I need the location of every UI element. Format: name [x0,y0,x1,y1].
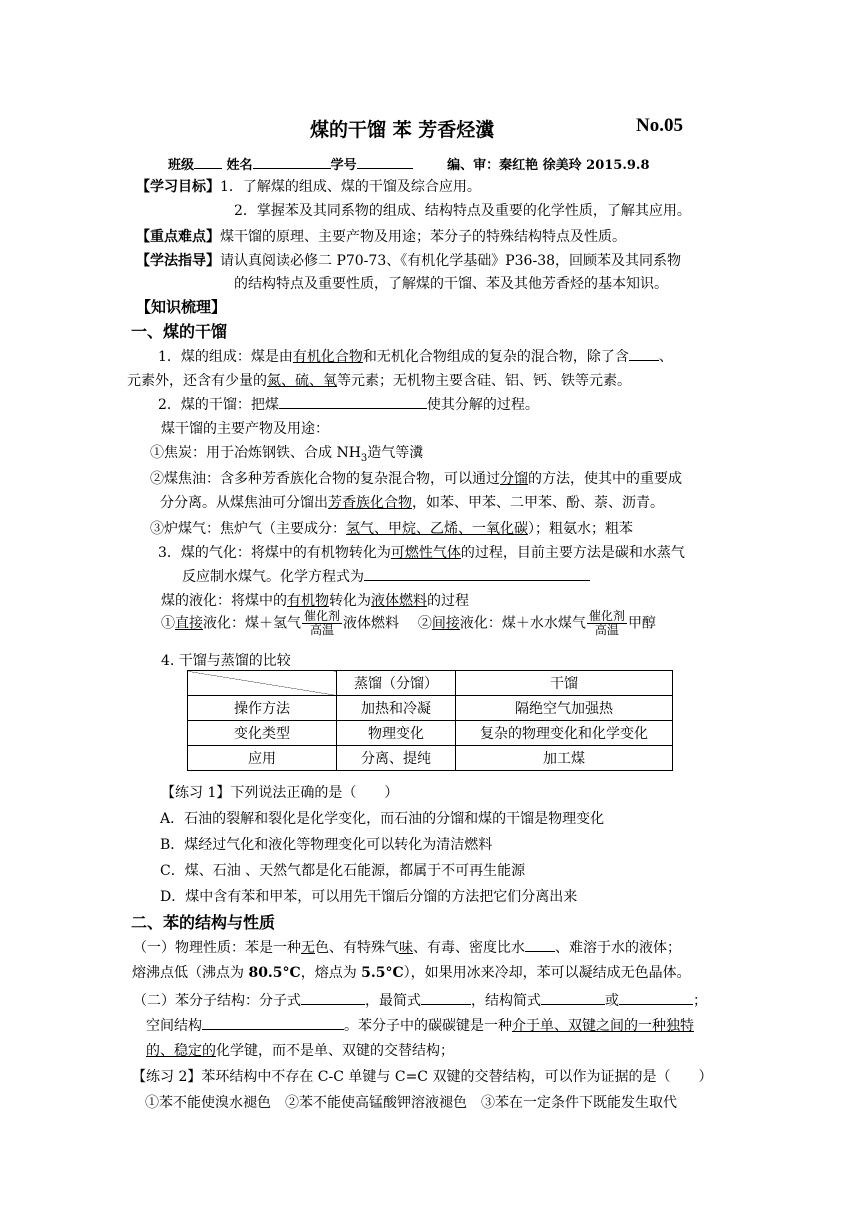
structural-formula-blank-1[interactable] [541,990,605,1005]
exercise1-option-d[interactable]: D．煤中含有苯和甲苯，可以用先干馏后分馏的方法把它们分离出来 [160,889,578,905]
s2-p2-line3 [146,1040,454,1060]
table-row [188,696,673,721]
s1-p5-underline-2: 液体燃料 [371,593,427,609]
s1-item2-a: ②煤焦油：含多种芳香族化合物的复杂混合物，可以通过 [150,471,500,487]
s1-item2-underline: 分馏 [500,471,528,487]
s1-item1-a: ①焦炭：用于冶炼钢铁、合成 NH [150,445,361,461]
liq1-underline: 直接 [175,615,203,632]
liq1-product: 液体燃料 [343,615,400,632]
class-label: 班级 [168,158,195,173]
s2-p2-line1 [133,990,707,1010]
s1-item3-b: ）；粗氨水；粗苯 [528,521,633,537]
s1-p5-b: 转化为 [329,593,371,609]
boiling-point: 80.5°C [248,965,301,981]
s1-p1-underline-1: 有机化合物 [292,349,363,365]
s1-p6: 4. 干馏与蒸馏的比较 [161,653,291,669]
table-cell: 操作方法 [188,696,337,721]
page-number: No.05 [636,115,683,136]
s2-p1-line2-a: 熔沸点低（沸点为 [132,965,249,981]
s1-item2-line2-a: 分分离。从煤焦油可分馏出 [160,495,328,511]
condition-bottom: 高温 [310,623,335,637]
table-row [188,721,673,746]
liq1-text: 液化：煤＋氢气 [203,615,301,632]
exercise1-stem: 【练习 1】下列说法正确的是（ ） [161,785,399,801]
s2-p1-a: （一）物理性质：苯是一种 [133,940,301,956]
s1-p4-line1 [158,542,685,562]
s2-p1-underline-1: 无 [301,940,315,956]
s2-p1-line2-b: ，熔点为 [300,965,362,981]
s1-p4-a: 3．煤的气化：将煤中的有机物转化为 [158,545,391,561]
s1-p4-line2-text: 反应制水煤气。化学方程式为 [182,569,364,585]
table-header-cell [188,671,337,696]
section2-heading: 二、苯的结构与性质 [131,913,276,932]
molecular-formula-blank[interactable] [301,990,365,1005]
exercise1-option-b[interactable]: B．煤经过气化和液化等物理变化可以转化为清洁燃料 [160,837,493,853]
liquefaction-line [161,610,656,637]
table-row [188,746,673,771]
s2-p2-line3-b: 化学键，而不是单、双键的交替结构； [216,1043,454,1059]
condition-top: 催化剂 [588,609,625,623]
dry-distill-blank[interactable] [279,394,427,409]
goals-line1 [136,176,481,196]
exercise2-options[interactable]: ①苯不能使溴水褪色 ②苯不能使高锰酸钾溶液褪色 ③苯在一定条件下既能发生取代 [145,1095,677,1111]
method-line1 [136,250,681,270]
condition-bottom: 高温 [594,623,619,637]
goal-2: 2．掌握苯及其同系物的组成、结构特点及重要的化学性质，了解其应用。 [234,203,691,219]
table-cell: 加热和冷凝 [337,696,456,721]
s1-item2-line1 [150,468,682,488]
s1-item1 [150,442,423,464]
density-blank[interactable] [525,937,555,952]
s1-item2-line2 [160,492,664,512]
key-points [136,226,626,246]
table-header-row [188,671,673,696]
s2-p1-c: 、有毒、密度比水 [413,940,525,956]
s1-item3-underline: 氢气、甲烷、乙烯、一氧化碳 [346,521,528,537]
s2-p2-a: （二）苯分子结构：分子式 [133,993,301,1009]
s1-p5 [161,590,469,610]
s2-p1-line1 [133,937,681,957]
knowledge-label: 【知识梳理】 [136,298,227,316]
liq2-num: ② [417,615,432,632]
s1-item3 [150,518,633,538]
s1-item2-line2-underline: 芳香族化合物 [328,495,412,511]
s2-p2-line2-underline: 介于单、双键之间的一种独特 [512,1018,694,1034]
s1-p3: 煤干馏的主要产物及用途： [161,421,329,437]
table-cell: 变化类型 [188,721,337,746]
s1-p4-line2 [182,566,590,586]
s1-item1-b: 造气等瀵 [367,445,424,461]
method-label: 【学法指导】 [136,253,220,269]
s1-p1-underline-2: 氮、硫、氧 [267,373,337,389]
s1-p2-a: 2．煤的干馏：把煤 [158,397,279,413]
section1-heading: 一、煤的干馏 [131,322,228,341]
s2-p1-b: 色、有特殊气 [315,940,399,956]
table-cell: 物理变化 [337,721,456,746]
liq1-num: ① [161,615,175,632]
s2-p2-line2-a: 空间结构 [146,1018,202,1034]
s1-item2-b: 的方法，使其中的重要成 [528,471,682,487]
reaction-condition-2 [587,610,627,637]
table-cell: 分离、提纯 [337,746,456,771]
exercise1-option-c[interactable]: C．煤、石油 、天然气都是化石能源，都属于不可再生能源 [160,863,526,879]
s1-p5-c: 的过程 [427,593,469,609]
s1-item1-sub: 3 [360,452,368,464]
exercise1-option-a[interactable]: A．石油的裂解和裂化是化学变化，而石油的分馏和煤的干馏是物理变化 [160,811,605,827]
s1-p4-underline: 可燃性气体 [390,545,461,561]
s1-p5-a: 煤的液化：将煤中的 [161,593,287,609]
s1-p1-text-b: 和无机化合物组成的复杂的混合物，除了含 [362,349,629,365]
class-blank[interactable] [194,154,222,169]
s2-p1-line2-c: ），如果用冰来冷却，苯可以凝结成无色晶体。 [403,965,691,981]
equation-blank[interactable] [364,566,590,581]
student-info-row [168,154,650,173]
s1-p2-b: 使其分解的过程。 [426,397,539,413]
s1-p1-line2-b: 等元素；无机物主要含硅、铝、钙、铁等元素。 [337,373,631,389]
s1-item3-a: ③炉煤气：焦炉气（主要成分： [150,521,346,537]
editors: 编、审：秦红艳 徐美玲 2015.9.8 [447,158,650,173]
liq2-underline: 间接 [431,615,460,632]
s2-p2-line2 [146,1015,694,1035]
s2-p1-underline-2: 味 [399,940,413,956]
element-blank-1[interactable] [629,346,659,361]
table-cell: 应用 [188,746,337,771]
s2-p2-e: ； [693,993,707,1009]
empirical-formula-blank[interactable] [421,990,471,1005]
s1-p1-line2-a: 元素外，还含有少量的 [127,373,267,389]
page-title: 煤的干馏 苯 芳香烃瀵 [310,119,495,141]
s2-p2-d: 或 [605,993,619,1009]
s2-p2-line2-b: 。苯分子中的碳碳键是一种 [344,1018,512,1034]
id-blank[interactable] [357,154,413,169]
liq2-text: 液化：煤＋水水煤气 [459,615,586,632]
s2-p1-line2 [132,962,691,982]
s1-p1-text-a: 1．煤的组成：煤是由 [158,349,293,365]
s1-p1-line1 [158,346,673,366]
name-blank[interactable] [253,154,331,169]
melting-point: 5.5°C [361,965,404,981]
key-points-text: 煤干馏的原理、主要产物及用途；苯分子的特殊结构特点及性质。 [220,229,626,245]
table-header-cell: 干馏 [456,671,673,696]
s2-p1-d: 、难溶于水的液体； [555,940,681,956]
s1-p5-underline-1: 有机物 [287,593,329,609]
method-text-1: 请认真阅读必修二 P70-73、《有机化学基础》P36-38，回顾苯及其同系物 [220,253,682,269]
id-label: 学号 [330,158,357,173]
table-cell: 隔绝空气加强热 [456,696,673,721]
goals-label: 【学习目标】 [136,179,220,195]
s2-p2-b: ，最简式 [365,993,421,1009]
s1-p2 [158,394,539,414]
comparison-table [187,670,673,771]
table-cell: 复杂的物理变化和化学变化 [456,721,673,746]
condition-top: 催化剂 [304,609,341,623]
s1-p4-b: 的过程，目前主要方法是碳和水蒸气 [460,545,685,561]
goal-1: 1．了解煤的组成、煤的干馏及综合应用。 [220,179,481,195]
table-header-cell: 蒸馏（分馏） [337,671,456,696]
liq2-product: 甲醇 [627,615,656,632]
spatial-structure-blank[interactable] [202,1015,344,1030]
s1-p1-text-c: 、 [658,349,673,365]
s2-p2-line3-underline: 的、稳定的 [146,1043,216,1059]
s1-p1-line2 [127,370,631,390]
name-label: 姓名 [226,158,253,173]
structural-formula-blank-2[interactable] [619,990,693,1005]
method-text-2: 的结构特点及重要性质，了解煤的干馏、苯及其他芳香烃的基本知识。 [234,276,668,292]
s1-item2-line2-b: ，如苯、甲苯、二甲苯、酚、萘、沥青。 [412,495,664,511]
s2-p2-c: ，结构简式 [471,993,541,1009]
reaction-condition-1 [302,610,342,637]
key-points-label: 【重点难点】 [136,229,220,245]
table-cell: 加工煤 [456,746,673,771]
exercise2-stem: 【练习 2】苯环结构中不存在 C-C 单键与 C=C 双键的交替结构，可以作为证据的是（ ） [132,1069,713,1085]
